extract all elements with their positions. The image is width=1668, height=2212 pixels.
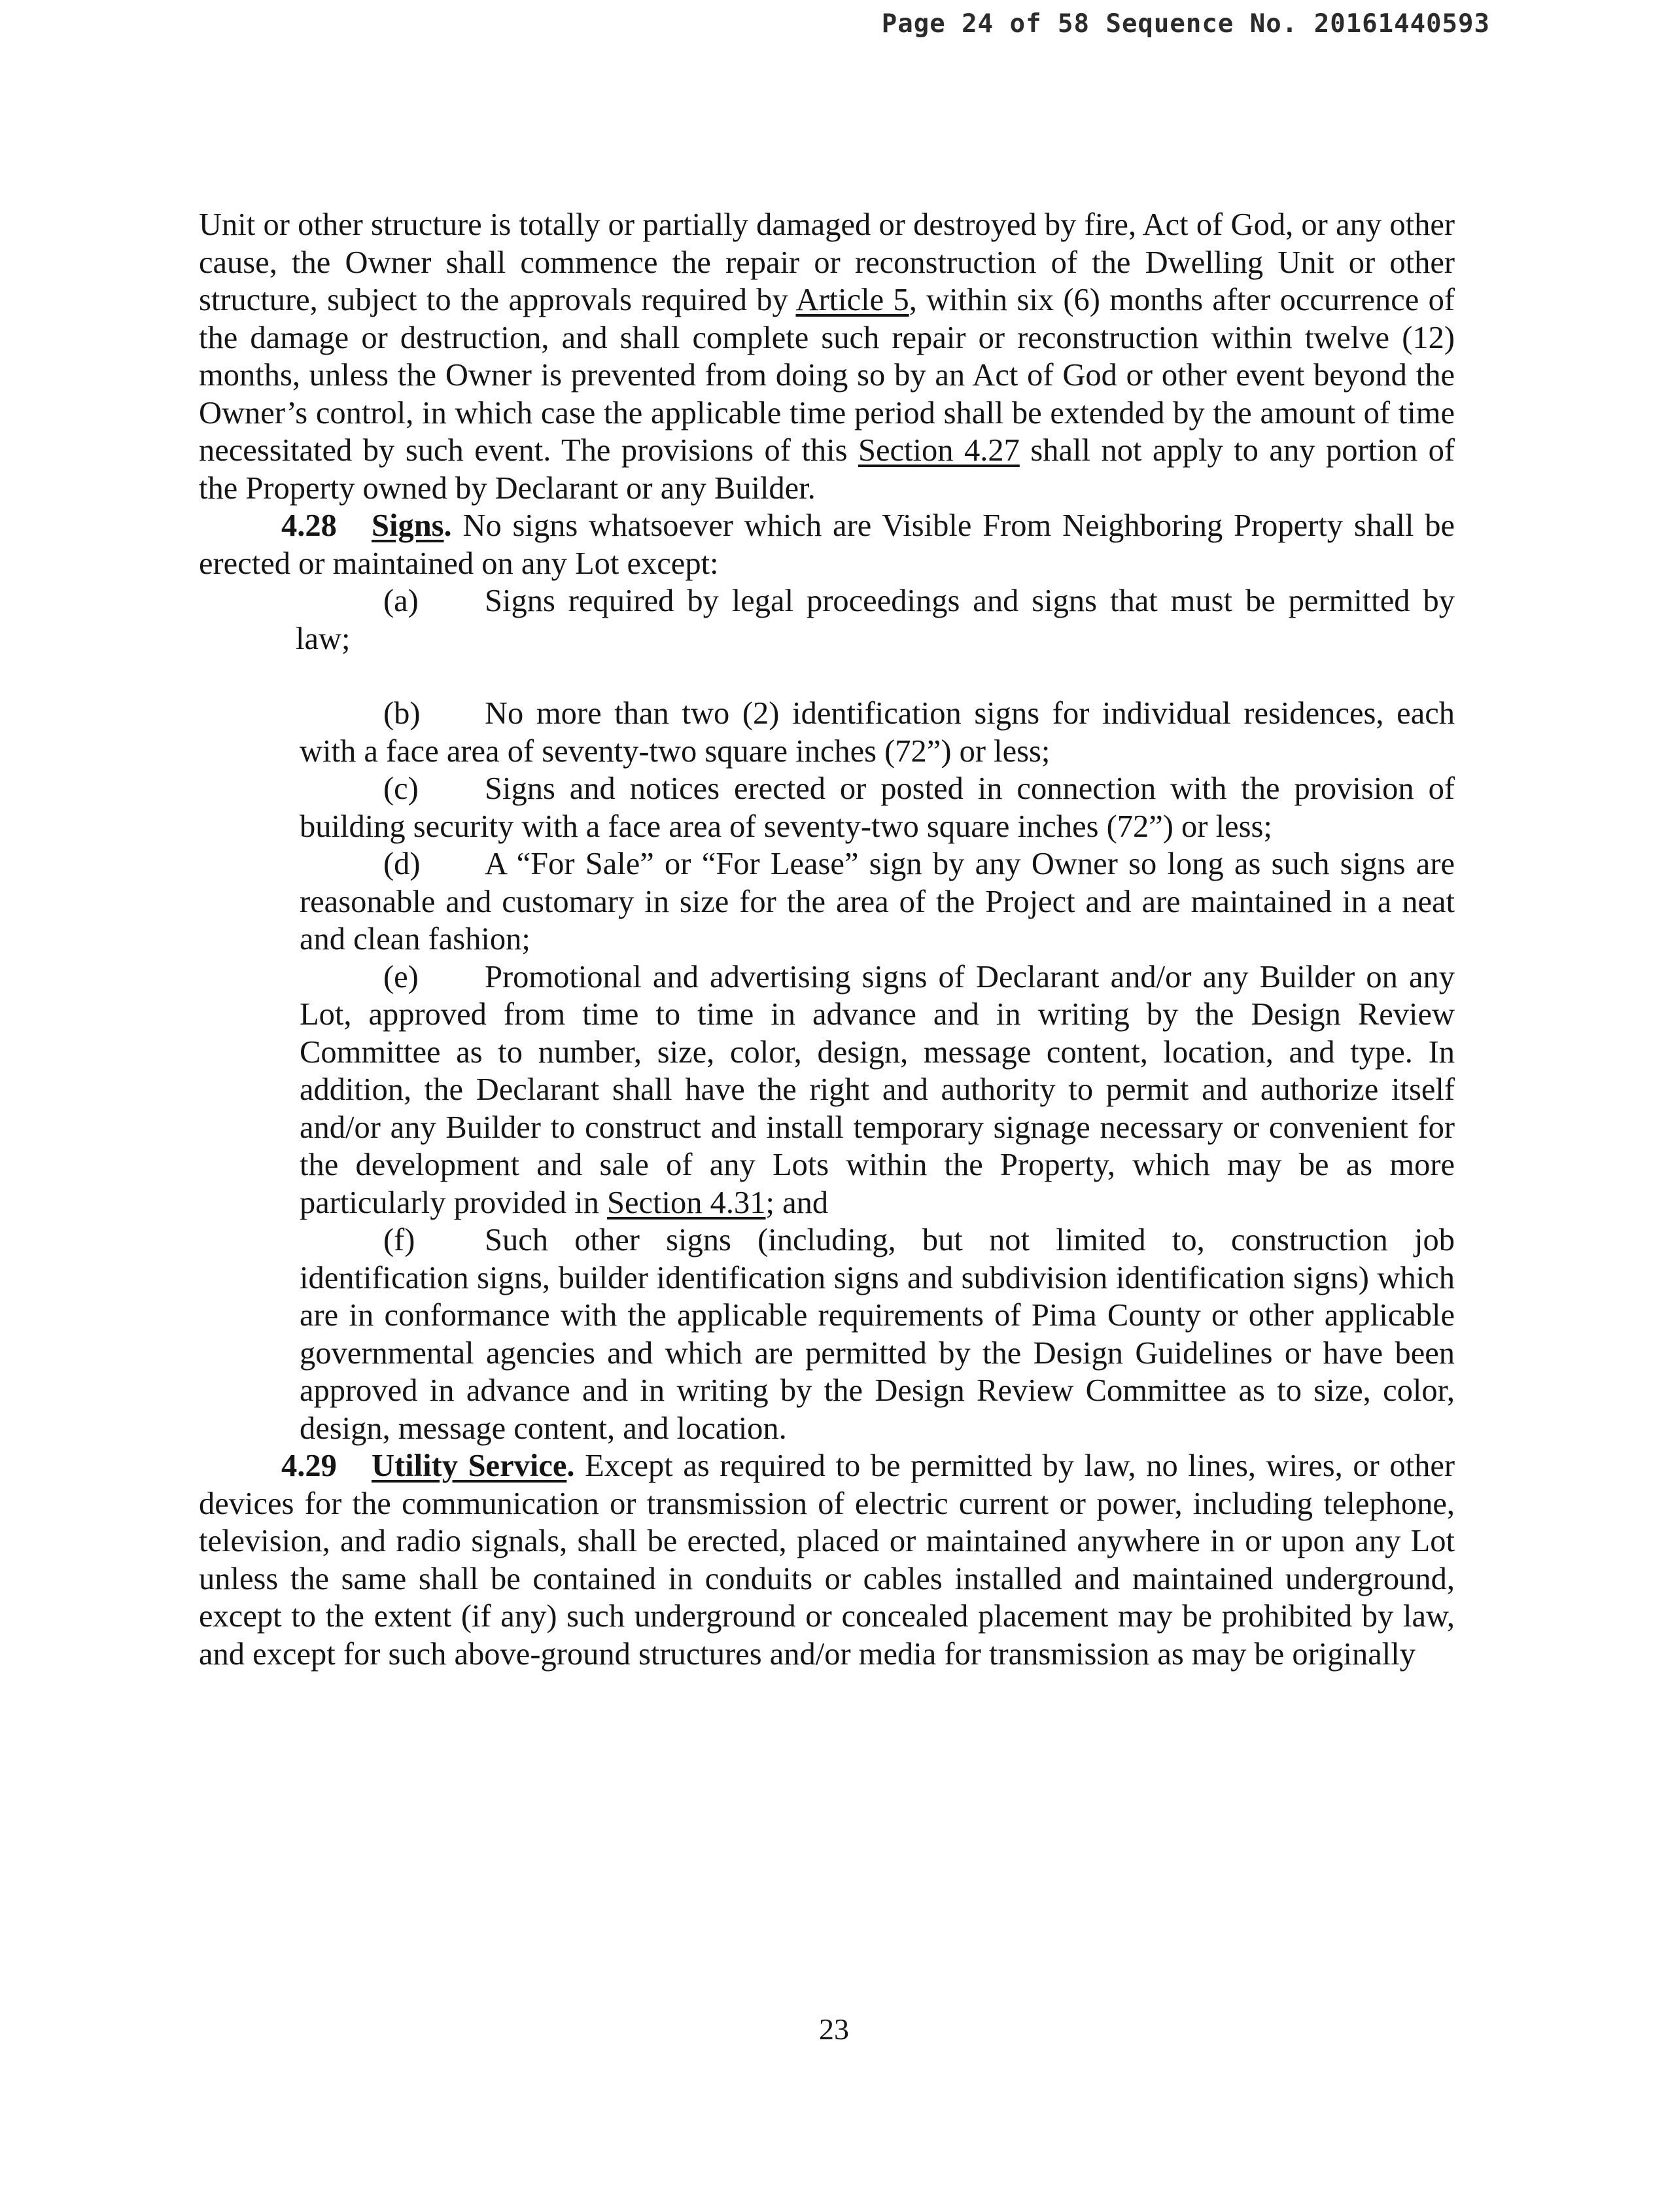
section-4-29-paragraph	[199, 1447, 1455, 1673]
section-4-27-reference: Section 4.27	[858, 433, 1020, 468]
item-b-label: (b)	[383, 696, 421, 731]
section-4-29-title: Utility Service	[372, 1448, 567, 1483]
section-4-31-reference: Section 4.31	[607, 1185, 766, 1220]
item-d-text: A “For Sale” or “For Lease” sign by any Owner so long as such signs are reasonable and customary in size for the area of the Project and are maintained in a neat and clean fashion;	[300, 847, 1455, 957]
section-4-29-title-punct: .	[566, 1448, 575, 1483]
section-4-28-paragraph	[199, 507, 1455, 582]
item-b-text: No more than two (2) identification signs for individual residences, each with a face area of seventy-two square inches (72”) or less;	[300, 696, 1455, 769]
item-d-label: (d)	[383, 847, 421, 881]
section-4-28-number: 4.28	[281, 508, 337, 543]
item-c-text: Signs and notices erected or posted in connection with the provision of building security with a face area of seventy-two square inches (72”) or less;	[300, 771, 1455, 844]
intro-text-1: Unit or other structure is totally or partially damaged or destroyed by fire, Act of God, or any other cause, the Owner shall commence the repair or reconstruction of the Dwelling Unit or other structure, subject to the approvals required by	[199, 207, 1455, 317]
intro-text-3: shall not apply to any portion of the Property owned by Declarant or any Builder.	[199, 433, 1455, 506]
item-b	[199, 695, 1455, 770]
section-4-28-title: Signs	[372, 508, 444, 543]
item-f-text: Such other signs (including, but not limited to, construction job identification signs, builder identification signs and subdivision identification signs) which are in conformance with the applicable requirements of Pima County or other applicable governmental agencies and which are permitted by the Design Guidelines or have been approved in advance and in writing by the Design Review Committee as to size, color, design, message content, and location.	[300, 1223, 1455, 1446]
document-body	[199, 206, 1455, 1673]
section-4-28-text: No signs whatsoever which are Visible From Neighboring Property shall be erected or maintained on any Lot except:	[199, 508, 1455, 581]
item-c	[199, 770, 1455, 845]
item-f	[199, 1221, 1455, 1447]
item-d	[199, 845, 1455, 958]
intro-paragraph	[199, 206, 1455, 507]
item-e-text-2: ; and	[765, 1185, 829, 1220]
section-4-28-title-punct: .	[443, 508, 452, 543]
page-number: 23	[819, 2012, 849, 2046]
item-a	[199, 582, 1455, 620]
page-sequence-stamp: Page 24 of 58 Sequence No. 20161440593	[881, 9, 1490, 39]
item-a-text: Signs required by legal proceedings and signs that must be permitted by	[485, 584, 1455, 618]
item-a-law: law;	[296, 621, 351, 656]
item-a-continuation	[199, 620, 1455, 658]
item-c-label: (c)	[383, 771, 419, 806]
item-e-label: (e)	[383, 959, 419, 994]
item-e-text-1: Promotional and advertising signs of Declarant and/or any Builder on any Lot, approved from time to time in advance and in writing by the Design Review Committee as to number, size, color, design, message content, location, and type. In addition, the Declarant shall have the right and authority to permit and authorize itself and/or any Builder to construct and install temporary signage necessary or convenient for the development and sale of any Lots within the Property, which may be as more particularly provided in	[300, 959, 1455, 1220]
section-4-29-text: Except as required to be permitted by law, no lines, wires, or other devices for the communication or transmission of electric current or power, including telephone, television, and radio signals, shall be erected, placed or maintained anywhere in or upon any Lot unless the same shall be contained in conduits or cables installed and maintained underground, except to the extent (if any) such underground or concealed placement may be prohibited by law, and except for such above-ground structures and/or media for transmission as may be originally	[199, 1448, 1455, 1672]
intro-text-2: , within six (6) months after occurrence of the damage or destruction, and shall complete such repair or reconstruction within twelve (12) months, unless the Owner is prevented from doing so by an Act of God or other event beyond the Owner’s control, in which case the applicable time period shall be extended by the amount of time necessitated by such event. The provisions of this	[199, 283, 1455, 468]
item-e	[199, 958, 1455, 1222]
item-f-label: (f)	[383, 1223, 415, 1257]
article-5-reference: Article 5	[795, 283, 909, 317]
section-4-29-number: 4.29	[281, 1448, 337, 1483]
item-a-label: (a)	[383, 584, 419, 618]
